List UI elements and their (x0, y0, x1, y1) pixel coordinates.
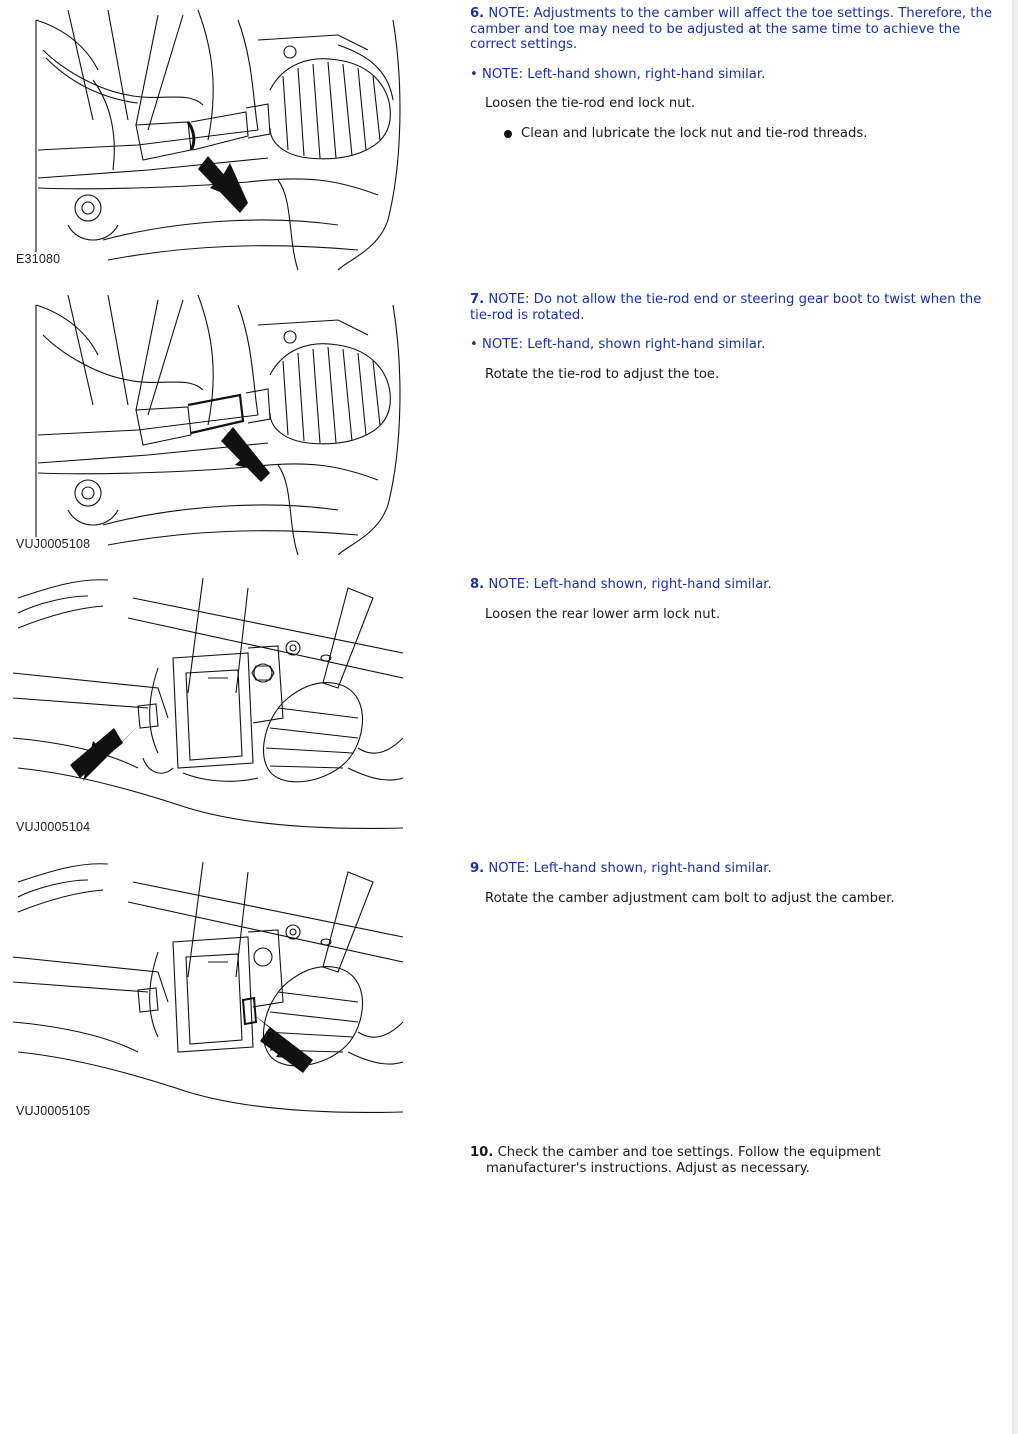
step-note-text: NOTE: Left-hand shown, right-hand similar. (488, 577, 772, 592)
tie-rod-rotate-illustration (8, 295, 408, 565)
figure-camber-cam-bolt (8, 862, 408, 1132)
step-note-text: NOTE: Do not allow the tie-rod end or steering gear boot to twist when the tie-rod is rotated. (470, 292, 982, 323)
lower-arm-illustration (8, 578, 408, 848)
step-number: 10. (470, 1145, 494, 1160)
step-instruction: Rotate the camber adjustment cam bolt to adjust the camber. (485, 890, 895, 906)
bullet-dot-icon (504, 130, 512, 138)
step-subnote: • NOTE: Left-hand, shown right-hand similar. (470, 337, 766, 352)
tie-rod-illustration (8, 10, 408, 280)
step-6 (470, 6, 1000, 155)
figure-id: VUJ0005105 (16, 1104, 91, 1118)
step-instruction: Loosen the tie-rod end lock nut. (485, 96, 696, 111)
step-number: 6. (470, 6, 485, 21)
page-edge (1012, 0, 1018, 1434)
bullet-item (470, 126, 1000, 142)
step-note (470, 577, 1000, 593)
step-8 (470, 577, 1000, 636)
figure-lower-arm-lock-nut (8, 578, 408, 848)
figure-tie-rod-rotate (8, 295, 408, 565)
step-text: Check the camber and toe settings. Follow the equipment (497, 1145, 881, 1160)
figure-id: VUJ0005104 (16, 820, 91, 834)
step-text-continuation: manufacturer's instructions. Adjust as necessary. (486, 1160, 810, 1176)
step-7 (470, 292, 1000, 396)
figure-tie-rod-lock-nut (8, 10, 408, 280)
figure-id: E31080 (16, 252, 61, 266)
step-number: 8. (470, 577, 485, 592)
bullet-text: Clean and lubricate the lock nut and tie-rod threads. (521, 125, 868, 141)
step-note (470, 292, 1000, 323)
step-note (470, 861, 1000, 877)
step-10 (470, 1145, 1000, 1176)
step-note (470, 6, 1000, 53)
step-instruction: Loosen the rear lower arm lock nut. (485, 606, 721, 622)
step-note-text: NOTE: Left-hand shown, right-hand similar. (488, 861, 772, 876)
step-subnote: • NOTE: Left-hand shown, right-hand similar. (470, 66, 766, 82)
camber-cam-bolt-illustration (8, 862, 408, 1132)
figure-id: VUJ0005108 (16, 537, 91, 551)
step-number: 9. (470, 861, 485, 876)
step-text-line (470, 1145, 1000, 1161)
step-number: 7. (470, 292, 485, 307)
step-note-text: NOTE: Adjustments to the camber will affect the toe settings. Therefore, the camber and toe may need to be adjusted at the same time to achieve the correct settings. (470, 6, 992, 52)
step-instruction: Rotate the tie-rod to adjust the toe. (485, 366, 720, 382)
step-9 (470, 861, 1000, 920)
